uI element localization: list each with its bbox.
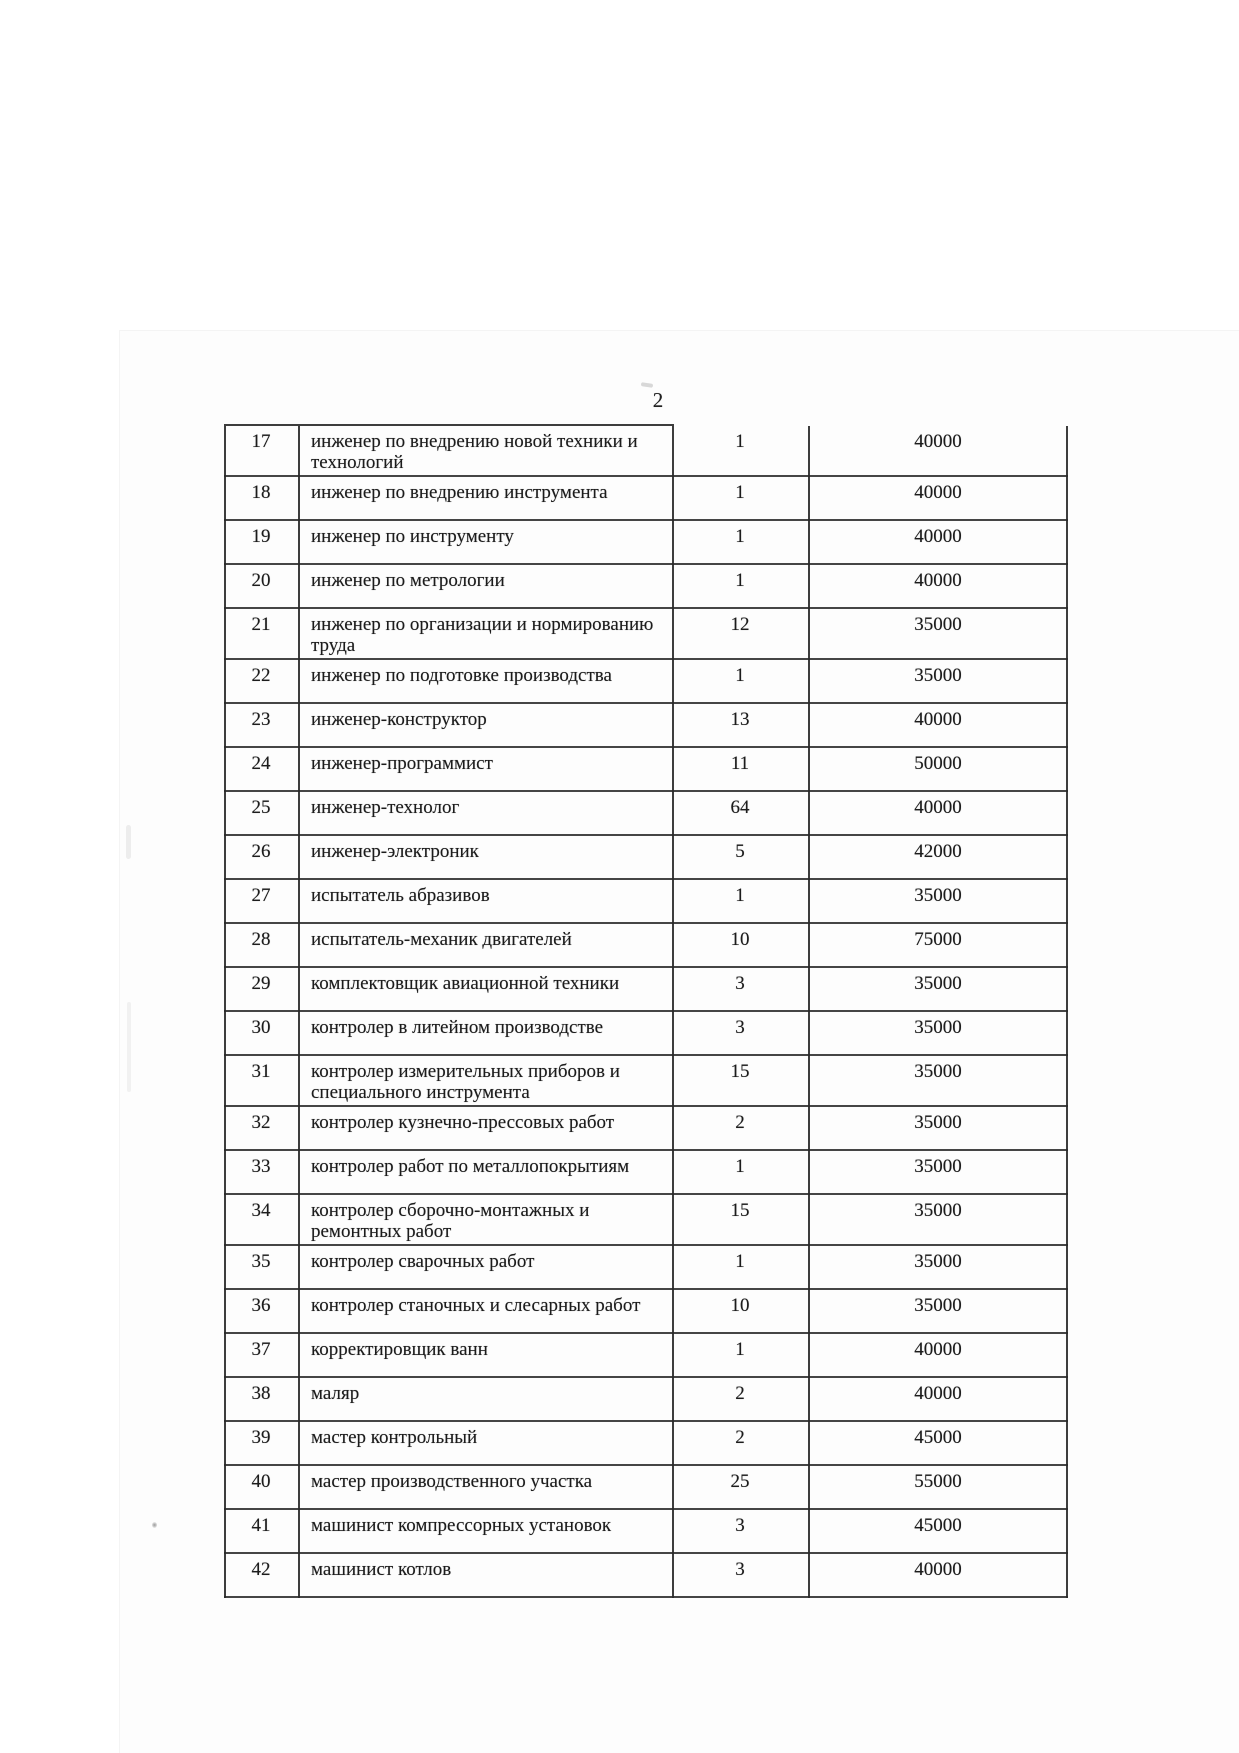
position-name-cell: инженер по инструменту xyxy=(311,526,514,547)
table-row xyxy=(224,660,1068,704)
position-name-cell: контролер работ по металлопокрытиям xyxy=(311,1156,630,1177)
table-right-rule xyxy=(1066,426,1068,1598)
table-row xyxy=(224,426,1068,477)
row-number-cell: 28 xyxy=(251,929,271,950)
table-row xyxy=(224,836,1068,880)
row-number-cell: 29 xyxy=(251,973,271,994)
staff-count-cell: 13 xyxy=(730,709,750,730)
staff-count-cell: 5 xyxy=(735,841,745,862)
table-row xyxy=(224,1012,1068,1056)
staff-count-cell: 3 xyxy=(735,973,745,994)
position-name-cell: мастер контрольный xyxy=(311,1427,478,1448)
table-row xyxy=(224,1334,1068,1378)
row-number-cell: 31 xyxy=(251,1061,271,1082)
staff-positions-table xyxy=(224,426,1068,1598)
table-row xyxy=(224,880,1068,924)
position-name-cell: инженер по подготовке производства xyxy=(311,665,612,686)
row-number-cell: 26 xyxy=(251,841,271,862)
table-row xyxy=(224,477,1068,521)
table-row xyxy=(224,609,1068,660)
table-row xyxy=(224,924,1068,968)
table-row xyxy=(224,792,1068,836)
row-number-cell: 21 xyxy=(251,614,271,635)
table-row xyxy=(224,565,1068,609)
staff-count-cell: 11 xyxy=(730,753,750,774)
salary-cell: 35000 xyxy=(914,1295,962,1316)
salary-cell: 40000 xyxy=(914,709,962,730)
position-name-cell: инженер-технолог xyxy=(311,797,460,818)
row-number-cell: 22 xyxy=(251,665,271,686)
staff-count-cell: 10 xyxy=(730,929,750,950)
staff-count-cell: 1 xyxy=(735,885,745,906)
salary-cell: 35000 xyxy=(914,1156,962,1177)
row-number-cell: 17 xyxy=(251,431,271,452)
position-name-cell: инженер-электроник xyxy=(311,841,479,862)
position-name-cell: испытатель абразивов xyxy=(311,885,490,906)
table-row xyxy=(224,968,1068,1012)
salary-cell: 35000 xyxy=(914,1200,962,1221)
row-number-cell: 36 xyxy=(251,1295,271,1316)
salary-cell: 35000 xyxy=(914,973,962,994)
table-row xyxy=(224,1422,1068,1466)
table-left-rule xyxy=(224,426,226,1598)
staff-count-cell: 1 xyxy=(735,526,745,547)
staff-count-cell: 64 xyxy=(730,797,750,818)
staff-count-cell: 2 xyxy=(735,1427,745,1448)
table-col-rule-3 xyxy=(808,426,810,1598)
staff-count-cell: 10 xyxy=(730,1295,750,1316)
salary-cell: 55000 xyxy=(914,1471,962,1492)
position-name-cell: машинист компрессорных установок xyxy=(311,1515,612,1536)
staff-count-cell: 1 xyxy=(735,1156,745,1177)
position-name-cell: контролер сварочных работ xyxy=(311,1251,535,1272)
page-number: 2 xyxy=(652,388,664,412)
table-row xyxy=(224,704,1068,748)
salary-cell: 75000 xyxy=(914,929,962,950)
row-number-cell: 33 xyxy=(251,1156,271,1177)
staff-count-cell: 3 xyxy=(735,1515,745,1536)
row-number-cell: 42 xyxy=(251,1559,271,1580)
position-name-cell: маляр xyxy=(311,1383,360,1404)
salary-cell: 40000 xyxy=(914,1339,962,1360)
staff-count-cell: 15 xyxy=(730,1200,750,1221)
staff-count-cell: 1 xyxy=(735,1251,745,1272)
position-name-cell: инженер-конструктор xyxy=(311,709,487,730)
salary-cell: 45000 xyxy=(914,1515,962,1536)
position-name-cell: инженер-программист xyxy=(311,753,493,774)
table-col-rule-2 xyxy=(672,426,674,1598)
position-name-cell: контролер в литейном производстве xyxy=(311,1017,604,1038)
salary-cell: 40000 xyxy=(914,526,962,547)
row-number-cell: 40 xyxy=(251,1471,271,1492)
position-name-cell: контролер кузнечно-прессовых работ xyxy=(311,1112,615,1133)
position-name-cell: контролер сборочно-монтажных и ремонтных работ xyxy=(311,1200,590,1242)
staff-count-cell: 1 xyxy=(735,665,745,686)
table-row xyxy=(224,521,1068,565)
salary-cell: 35000 xyxy=(914,665,962,686)
staff-count-cell: 2 xyxy=(735,1383,745,1404)
position-name-cell: инженер по организации и нормированию труда xyxy=(311,614,654,656)
table-row xyxy=(224,1107,1068,1151)
row-number-cell: 35 xyxy=(251,1251,271,1272)
salary-cell: 35000 xyxy=(914,1061,962,1082)
row-number-cell: 19 xyxy=(251,526,271,547)
staff-count-cell: 1 xyxy=(735,482,745,503)
position-name-cell: испытатель-механик двигателей xyxy=(311,929,572,950)
table-row xyxy=(224,1466,1068,1510)
position-name-cell: инженер по внедрению инструмента xyxy=(311,482,608,503)
table-row xyxy=(224,1151,1068,1195)
staff-count-cell: 3 xyxy=(735,1559,745,1580)
row-number-cell: 34 xyxy=(251,1200,271,1221)
staff-count-cell: 1 xyxy=(735,570,745,591)
row-number-cell: 18 xyxy=(251,482,271,503)
salary-cell: 40000 xyxy=(914,797,962,818)
table-row xyxy=(224,1056,1068,1107)
table-col-rule-1 xyxy=(298,426,300,1598)
salary-cell: 50000 xyxy=(914,753,962,774)
salary-cell: 35000 xyxy=(914,1112,962,1133)
staff-count-cell: 2 xyxy=(735,1112,745,1133)
position-name-cell: комплектовщик авиационной техники xyxy=(311,973,620,994)
row-number-cell: 41 xyxy=(251,1515,271,1536)
staff-count-cell: 1 xyxy=(735,431,745,452)
staff-count-cell: 12 xyxy=(730,614,750,635)
salary-cell: 40000 xyxy=(914,1559,962,1580)
salary-cell: 35000 xyxy=(914,1251,962,1272)
salary-cell: 40000 xyxy=(914,570,962,591)
salary-cell: 42000 xyxy=(914,841,962,862)
row-number-cell: 38 xyxy=(251,1383,271,1404)
salary-cell: 35000 xyxy=(914,1017,962,1038)
table-row xyxy=(224,1510,1068,1554)
table-row xyxy=(224,1246,1068,1290)
staff-count-cell: 3 xyxy=(735,1017,745,1038)
position-name-cell: контролер станочных и слесарных работ xyxy=(311,1295,641,1316)
position-name-cell: машинист котлов xyxy=(311,1559,452,1580)
salary-cell: 40000 xyxy=(914,482,962,503)
table-row xyxy=(224,1378,1068,1422)
row-number-cell: 25 xyxy=(251,797,271,818)
table-row xyxy=(224,1290,1068,1334)
table-row xyxy=(224,1554,1068,1598)
table-row xyxy=(224,1195,1068,1246)
salary-cell: 40000 xyxy=(914,431,962,452)
salary-cell: 45000 xyxy=(914,1427,962,1448)
staff-count-cell: 25 xyxy=(730,1471,750,1492)
table-row xyxy=(224,748,1068,792)
position-name-cell: корректировщик ванн xyxy=(311,1339,488,1360)
row-number-cell: 20 xyxy=(251,570,271,591)
row-number-cell: 27 xyxy=(251,885,271,906)
position-name-cell: контролер измерительных приборов и специального инструмента xyxy=(311,1061,620,1103)
salary-cell: 35000 xyxy=(914,885,962,906)
position-name-cell: инженер по метрологии xyxy=(311,570,505,591)
salary-cell: 40000 xyxy=(914,1383,962,1404)
staff-count-cell: 15 xyxy=(730,1061,750,1082)
row-number-cell: 39 xyxy=(251,1427,271,1448)
row-number-cell: 23 xyxy=(251,709,271,730)
position-name-cell: мастер производственного участка xyxy=(311,1471,593,1492)
staff-count-cell: 1 xyxy=(735,1339,745,1360)
row-number-cell: 37 xyxy=(251,1339,271,1360)
position-name-cell: инженер по внедрению новой техники и технологий xyxy=(311,431,638,473)
table-body xyxy=(224,426,1068,1598)
row-number-cell: 32 xyxy=(251,1112,271,1133)
row-number-cell: 24 xyxy=(251,753,271,774)
salary-cell: 35000 xyxy=(914,614,962,635)
row-number-cell: 30 xyxy=(251,1017,271,1038)
